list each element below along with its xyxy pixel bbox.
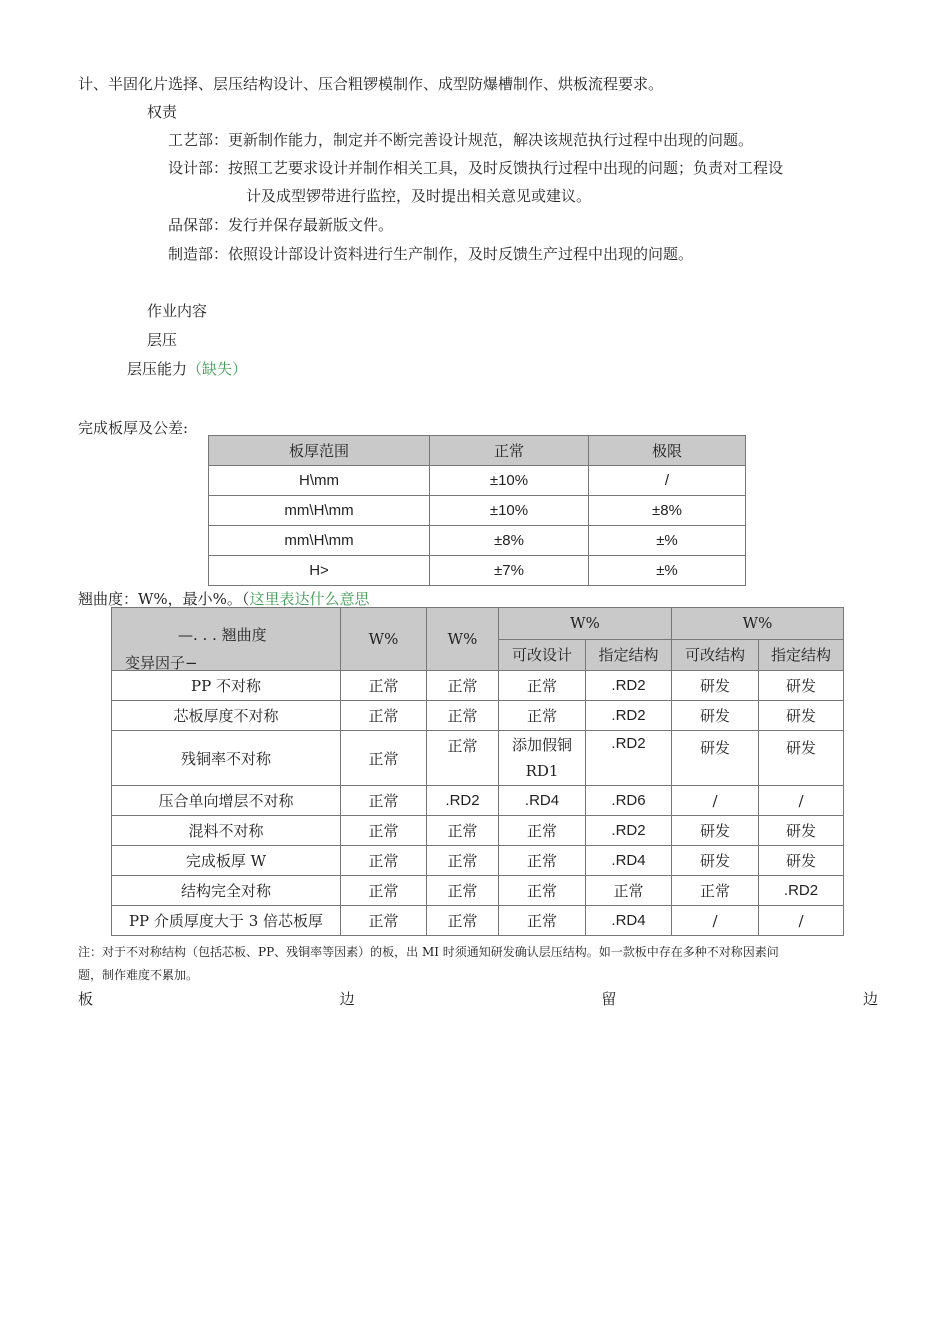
table-row — [209, 466, 746, 496]
table-cell: .RD2 — [586, 731, 672, 786]
table-cell: .RD2 — [759, 876, 844, 906]
warp-group-header: W% — [672, 608, 844, 640]
section-responsibility: 权责 — [147, 103, 178, 121]
table-cell: 研发 — [759, 701, 844, 731]
capability-note: （缺失） — [187, 360, 248, 378]
warp-corner-bottom: 变异因子− — [125, 654, 198, 672]
table-cell: .RD2 — [586, 816, 672, 846]
warp-line-label: 翘曲度：W%，最小%。（ — [78, 590, 250, 608]
table-cell: 研发 — [672, 816, 759, 846]
warp-sub-header: 指定结构 — [586, 639, 672, 671]
table-cell: ±% — [589, 526, 746, 556]
table-cell: PP 介质厚度大于 3 倍芯板厚 — [112, 906, 341, 936]
table-cell: mm\H\mm — [209, 496, 430, 526]
table-cell: / — [672, 786, 759, 816]
table-cell: 正常 — [499, 701, 586, 731]
thickness-header: 极限 — [589, 436, 746, 466]
warp-line-note: 这里表达什么意思 — [249, 590, 370, 608]
note-line-1: 注：对于不对称结构（包括芯板、PP、残铜率等因素）的板，出 MI 时须通知研发确认层压结构。如一款板中存在多种不对称因素问 — [78, 945, 779, 959]
table-row — [209, 526, 746, 556]
responsibility-design: 设计部：按照工艺要求设计并制作相关工具，及时反馈执行过程中出现的问题；负责对工程设 — [168, 159, 784, 177]
table-cell: 正常 — [341, 786, 427, 816]
table-cell: ±8% — [430, 526, 589, 556]
table-cell: .RD6 — [586, 786, 672, 816]
table-cell: 正常 — [427, 816, 499, 846]
table-cell: / — [589, 466, 746, 496]
responsibility-process: 工艺部：更新制作能力，制定并不断完善设计规范，解决该规范执行过程中出现的问题。 — [168, 131, 754, 149]
thickness-table — [208, 435, 746, 586]
intro-line: 计、半固化片选择、层压结构设计、压合粗锣模制作、成型防爆槽制作、烘板流程要求。 — [78, 75, 664, 93]
table-cell: 研发 — [759, 846, 844, 876]
table-cell: .RD2 — [427, 786, 499, 816]
table-cell: 正常 — [341, 671, 427, 701]
note-line-2: 题，制作难度不累加。 — [78, 968, 199, 982]
thickness-header: 板厚范围 — [209, 436, 430, 466]
table-cell: 正常 — [499, 816, 586, 846]
bottom-heading-char: 边 — [339, 990, 355, 1008]
table-cell: 研发 — [672, 731, 759, 786]
table-row — [209, 496, 746, 526]
table-cell: 混料不对称 — [112, 816, 341, 846]
table-row — [209, 556, 746, 586]
warp-header-row — [112, 608, 844, 640]
table-cell: 研发 — [672, 701, 759, 731]
table-cell: 研发 — [672, 846, 759, 876]
table-row — [112, 731, 844, 786]
table-cell: 研发 — [759, 731, 844, 786]
warp-group-header: W% — [499, 608, 672, 640]
warp-corner-header — [112, 608, 341, 671]
table-row — [112, 816, 844, 846]
table-cell: .RD2 — [586, 701, 672, 731]
warp-col-header: W% — [341, 608, 427, 671]
table-cell: ±10% — [430, 466, 589, 496]
table-cell: .RD4 — [586, 906, 672, 936]
table-cell: 残铜率不对称 — [112, 731, 341, 786]
table-cell: ±10% — [430, 496, 589, 526]
table-row — [112, 786, 844, 816]
table-row — [112, 906, 844, 936]
table-row — [112, 876, 844, 906]
table-cell: 芯板厚度不对称 — [112, 701, 341, 731]
warp-sub-header: 指定结构 — [759, 639, 844, 671]
table-cell: 正常 — [341, 876, 427, 906]
table-cell: / — [759, 906, 844, 936]
table-cell: 正常 — [427, 701, 499, 731]
table-row — [112, 671, 844, 701]
table-cell: 正常 — [341, 846, 427, 876]
table-cell: 正常 — [427, 876, 499, 906]
table-cell: 结构完全对称 — [112, 876, 341, 906]
table-cell: 正常 — [427, 906, 499, 936]
warp-line — [78, 588, 369, 609]
table-row — [112, 846, 844, 876]
table-cell: 正常 — [341, 906, 427, 936]
table-cell: 研发 — [672, 671, 759, 701]
table-cell: .RD4 — [499, 786, 586, 816]
warp-corner-top: —. . . 翘曲度 — [178, 626, 267, 644]
table-cell: 正常 — [586, 876, 672, 906]
capability-label: 层压能力 — [127, 360, 188, 378]
table-cell: .RD4 — [586, 846, 672, 876]
table-cell: ±8% — [589, 496, 746, 526]
warp-col-header: W% — [427, 608, 499, 671]
responsibility-design-cont: 计及成型锣带进行监控，及时提出相关意见或建议。 — [246, 187, 592, 205]
table-cell: PP 不对称 — [112, 671, 341, 701]
table-cell: 正常 — [427, 731, 499, 786]
table-cell: / — [759, 786, 844, 816]
table-cell: 正常 — [427, 671, 499, 701]
table-cell: 正常 — [499, 846, 586, 876]
table-cell: 添加假铜RD1 — [499, 731, 586, 786]
table-cell: 正常 — [499, 671, 586, 701]
thickness-header-row — [209, 436, 746, 466]
section-lamination: 层压 — [147, 331, 178, 349]
table-cell: 正常 — [427, 846, 499, 876]
warp-sub-header: 可改结构 — [672, 639, 759, 671]
table-cell: 正常 — [341, 731, 427, 786]
warp-table — [111, 607, 844, 936]
table-cell: ±% — [589, 556, 746, 586]
table-cell: 正常 — [499, 906, 586, 936]
table-cell: H\mm — [209, 466, 430, 496]
thickness-header: 正常 — [430, 436, 589, 466]
table-cell: 研发 — [759, 671, 844, 701]
bottom-heading-char: 留 — [601, 990, 617, 1008]
table-cell: / — [672, 906, 759, 936]
table-cell: ±7% — [430, 556, 589, 586]
section-work: 作业内容 — [147, 302, 208, 320]
table-cell: .RD2 — [586, 671, 672, 701]
capability-heading — [127, 358, 247, 379]
table-cell: 正常 — [499, 876, 586, 906]
responsibility-qa: 品保部：发行并保存最新版文件。 — [168, 216, 394, 234]
bottom-heading — [78, 988, 878, 1009]
table-cell: 正常 — [341, 701, 427, 731]
table-cell: 正常 — [672, 876, 759, 906]
table-cell: mm\H\mm — [209, 526, 430, 556]
thickness-title: 完成板厚及公差: — [78, 419, 189, 437]
table-cell: H> — [209, 556, 430, 586]
table-cell: 完成板厚 W — [112, 846, 341, 876]
responsibility-manufacturing: 制造部：依照设计部设计资料进行生产制作，及时反馈生产过程中出现的问题。 — [168, 245, 694, 263]
bottom-heading-char: 板 — [78, 990, 94, 1008]
table-cell: 压合单向增层不对称 — [112, 786, 341, 816]
table-cell: 正常 — [341, 816, 427, 846]
bottom-heading-char: 边 — [862, 990, 878, 1008]
warp-sub-header: 可改设计 — [499, 639, 586, 671]
table-cell: 研发 — [759, 816, 844, 846]
table-row — [112, 701, 844, 731]
